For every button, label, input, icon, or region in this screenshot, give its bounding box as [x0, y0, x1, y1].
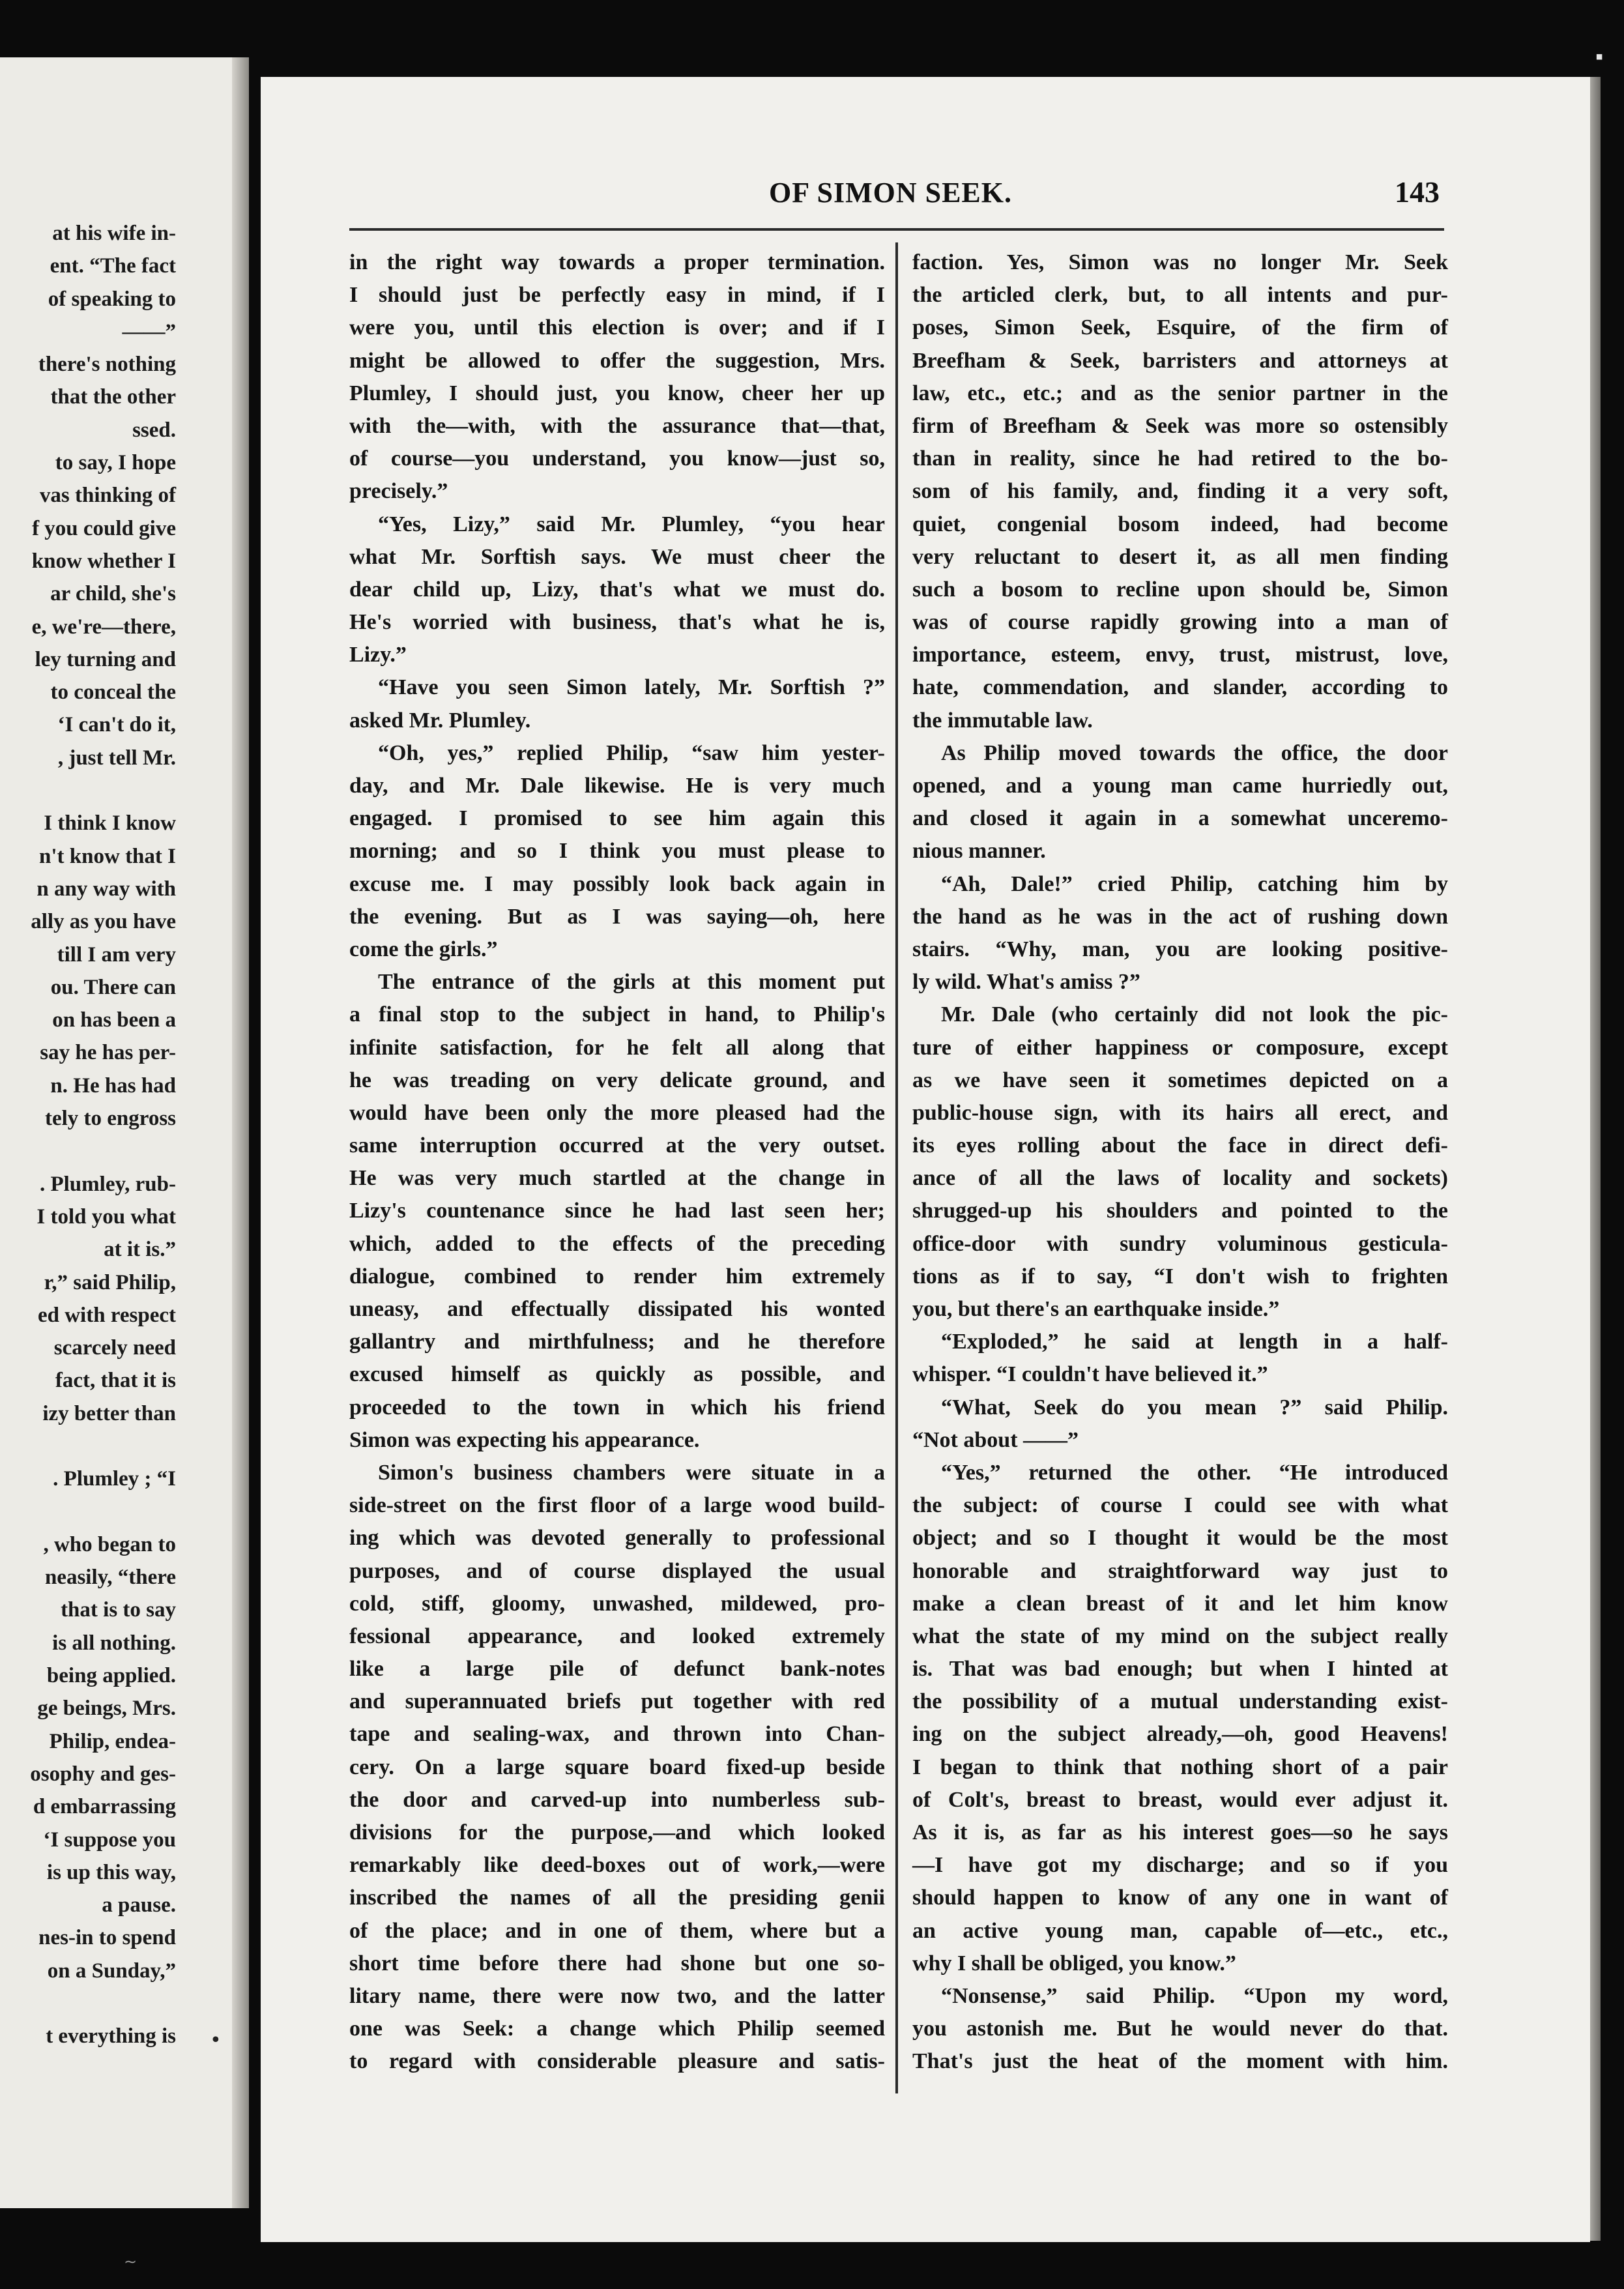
text-line: why I shall be obliged, you know.” — [912, 1951, 1236, 1976]
fragment-line: that the other — [50, 385, 176, 409]
text-line: faction. Yes, Simon was no longer Mr. Seek — [912, 250, 1448, 274]
text-line: stairs. “Why, man, you are looking positive- — [912, 937, 1448, 961]
text-line: cold, stiff, gloomy, unwashed, mildewed, pro- — [349, 1591, 885, 1616]
fragment-line: a pause. — [102, 1893, 176, 1917]
text-line: ing which was devoted generally to professional — [349, 1526, 885, 1551]
text-line: ly wild. What's amiss ?” — [912, 970, 1140, 995]
text-line: in the right way towards a proper termination. — [349, 250, 885, 274]
fragment-line: ‘I suppose you — [43, 1828, 176, 1852]
text-line: ance of all the laws of locality and sockets) — [912, 1166, 1448, 1191]
text-line: nious manner. — [912, 839, 1046, 864]
text-line: an active young man, capable of—etc., etc., — [912, 1918, 1448, 1943]
text-line: importance, esteem, envy, trust, mistrust, love, — [912, 643, 1448, 667]
text-line: proceeded to the town in which his friend — [349, 1395, 885, 1420]
text-line: such a bosom to recline upon should be, Simon — [912, 577, 1448, 602]
fragment-line: ——” — [122, 319, 176, 343]
fragment-line: fact, that it is — [55, 1369, 176, 1393]
text-line: the subject: of course I could see with what — [912, 1493, 1448, 1518]
text-column-right — [912, 246, 1448, 2078]
text-line: of course—you understand, you know—just so, — [349, 446, 885, 471]
text-line: ing on the subject already,—oh, good Heavens! — [912, 1722, 1448, 1747]
text-line: a final stop to the subject in hand, to Philip's — [349, 1002, 885, 1027]
fragment-line: scarcely need — [53, 1336, 176, 1360]
fragment-line: vas thinking of — [39, 484, 176, 508]
text-line: “Yes, Lizy,” said Mr. Plumley, “you hear — [378, 512, 885, 536]
text-line: Simon was expecting his appearance. — [349, 1427, 700, 1452]
fragment-line: on a Sunday,” — [47, 1959, 176, 1983]
fragment-line: ley turning and — [35, 647, 176, 671]
fragment-line: I told you what — [36, 1204, 176, 1229]
fragment-line: till I am very — [57, 942, 176, 967]
fragment-line: n any way with — [36, 877, 176, 901]
fragment-line: f you could give — [32, 516, 176, 540]
text-line: “Yes,” returned the other. “He introduced — [941, 1460, 1448, 1485]
text-line: Plumley, I should just, you know, cheer her up — [349, 381, 885, 405]
text-line: cery. On a large square board fixed-up beside — [349, 1755, 885, 1779]
text-column-left — [349, 246, 885, 2078]
text-line: object; and so I thought it would be the most — [912, 1526, 1448, 1551]
text-line: were you, until this election is over; and if I — [349, 315, 885, 340]
text-line: shrugged-up his shoulders and pointed to the — [912, 1199, 1448, 1223]
text-line: purposes, and of course displayed the usual — [349, 1558, 885, 1583]
fragment-line: izy better than — [42, 1401, 176, 1425]
text-line: firm of Breefham & Seek was more so ostensibly — [912, 413, 1448, 438]
text-line: excuse me. I may possibly look back again in — [349, 871, 885, 896]
text-line: the articled clerk, but, to all intents and pur- — [912, 283, 1448, 308]
text-line: opened, and a young man came hurriedly out, — [912, 774, 1448, 798]
fragment-line: e, we're—there, — [31, 615, 176, 639]
text-line: morning; and so I think you must please to — [349, 839, 885, 864]
text-line: what the state of my mind on the subject really — [912, 1624, 1448, 1648]
text-line: infinite satisfaction, for he felt all along that — [349, 1035, 885, 1060]
text-line: one was Seek: a change which Philip seemed — [349, 2017, 885, 2041]
text-line: honorable and straightforward way just to — [912, 1558, 1448, 1583]
fragment-line: d embarrassing — [33, 1795, 176, 1819]
text-line: to regard with considerable pleasure and satis- — [349, 2049, 885, 2074]
text-line: As Philip moved towards the office, the door — [941, 740, 1448, 765]
text-line: “Have you seen Simon lately, Mr. Sorftish ?” — [378, 675, 885, 700]
fragment-line: nes-in to spend — [38, 1926, 176, 1950]
text-line: tape and sealing-wax, and thrown into Chan- — [349, 1722, 885, 1747]
text-line: the immutable law. — [912, 708, 1093, 733]
fragment-line: ed with respect — [37, 1303, 176, 1327]
text-line: gallantry and mirthfulness; and he therefore — [349, 1330, 885, 1354]
text-line: come the girls.” — [349, 937, 498, 961]
text-line: you, but there's an earthquake inside.” — [912, 1297, 1280, 1321]
text-line: “Not about ——” — [912, 1427, 1079, 1452]
text-line: which, added to the effects of the preceding — [349, 1231, 885, 1256]
text-line: public-house sign, with its hairs all erect, and — [912, 1100, 1448, 1125]
column-divider — [895, 242, 898, 2093]
text-line: of Colt's, breast to breast, would ever adjust it. — [912, 1787, 1448, 1812]
fragment-line: , who began to — [43, 1532, 176, 1556]
text-line: “Ah, Dale!” cried Philip, catching him by — [941, 871, 1448, 896]
text-line: “Exploded,” he said at length in a half- — [941, 1330, 1448, 1354]
text-line: tions as if to say, “I don't wish to frighten — [912, 1264, 1448, 1289]
fragment-line — [0, 1430, 176, 1463]
text-line: the possibility of a mutual understanding exist- — [912, 1689, 1448, 1714]
text-line: —I have got my discharge; and so if you — [912, 1853, 1448, 1878]
fragment-line — [0, 1987, 176, 2020]
fragment-line — [0, 1496, 176, 1528]
text-line: As it is, as far as his interest goes—so he says — [912, 1820, 1448, 1844]
fragment-line: , just tell Mr. — [57, 746, 176, 770]
fragment-line: ‘I can't do it, — [57, 713, 176, 737]
text-line: side-street on the first floor of a large wood build- — [349, 1493, 885, 1518]
text-line: Breefham & Seek, barristers and attorneys at — [912, 348, 1448, 373]
corner-mark: ▪ — [1595, 44, 1604, 69]
text-line: as we have seen it sometimes depicted on a — [912, 1068, 1448, 1092]
fragment-line: is up this way, — [46, 1860, 176, 1884]
fragment-line: . Plumley ; “I — [53, 1467, 176, 1491]
text-line: remarkably like deed-boxes out of work,—were — [349, 1853, 885, 1878]
text-line: Simon's business chambers were situate in a — [378, 1460, 885, 1485]
left-page-text — [0, 217, 176, 2053]
book-gutter — [232, 57, 249, 2208]
text-line: should happen to know of any one in want of — [912, 1886, 1448, 1910]
text-line: might be allowed to offer the suggestion, Mrs. — [349, 348, 885, 373]
text-line: the hand as he was in the act of rushing down — [912, 904, 1448, 929]
text-line: asked Mr. Plumley. — [349, 708, 531, 733]
text-line: than in reality, since he had retired to the bo- — [912, 446, 1448, 471]
text-line: and superannuated briefs put together with red — [349, 1689, 885, 1714]
text-line: “Nonsense,” said Philip. “Upon my word, — [941, 1983, 1448, 2008]
text-line: excused himself as quickly as possible, and — [349, 1362, 885, 1387]
text-line: divisions for the purpose,—and which looked — [349, 1820, 885, 1844]
text-line: short time before there had shone but one so- — [349, 1951, 885, 1976]
fragment-line: being applied. — [46, 1664, 176, 1688]
fragment-line: at it is.” — [104, 1238, 176, 1262]
fragment-line: ssed. — [132, 418, 176, 442]
text-line: “Oh, yes,” replied Philip, “saw him yester- — [378, 740, 885, 765]
text-line: would have been only the more pleased had the — [349, 1100, 885, 1125]
text-line: Lizy's countenance since he had last seen her; — [349, 1199, 885, 1223]
page-number: 143 — [1395, 175, 1440, 209]
text-line: Lizy.” — [349, 643, 407, 667]
text-line: make a clean breast of it and let him know — [912, 1591, 1448, 1616]
text-line: hate, commendation, and slander, according to — [912, 675, 1448, 700]
text-line: of the place; and in one of them, where but a — [349, 1918, 885, 1943]
text-line: He's worried with business, that's what he is, — [349, 610, 885, 635]
fragment-line: ar child, she's — [50, 582, 176, 606]
fragment-line: to say, I hope — [55, 451, 176, 475]
fragment-line: say he has per- — [40, 1041, 176, 1065]
text-line: “What, Seek do you mean ?” said Philip. — [941, 1395, 1448, 1420]
text-line: som of his family, and, finding it a very soft, — [912, 479, 1448, 504]
text-line: dialogue, combined to render him extremely — [349, 1264, 885, 1289]
text-line: office-door with sundry voluminous gesticula- — [912, 1231, 1448, 1256]
text-line: its eyes rolling about the face in direct defi- — [912, 1133, 1448, 1158]
header-rule — [349, 228, 1444, 231]
text-line: poses, Simon Seek, Esquire, of the firm of — [912, 315, 1448, 340]
fragment-line: there's nothing — [38, 353, 176, 377]
text-line: whisper. “I couldn't have believed it.” — [912, 1362, 1268, 1387]
fragment-line: of speaking to — [48, 287, 176, 311]
text-line: I should just be perfectly easy in mind, if I — [349, 283, 885, 308]
fragment-line: ent. “The fact — [50, 254, 176, 278]
fragment-line: Philip, endea- — [49, 1729, 176, 1753]
fragment-line: n. He has had — [50, 1073, 176, 1098]
running-head-title: OF SIMON SEEK. — [769, 177, 1012, 209]
fragment-line: r,” said Philip, — [44, 1270, 176, 1294]
text-line: uneasy, and effectually dissipated his wonted — [349, 1297, 885, 1321]
fragment-line: is all nothing. — [52, 1631, 176, 1655]
text-line: and closed it again in a somewhat unceremo- — [912, 806, 1448, 831]
fragment-line: ou. There can — [50, 975, 176, 999]
fragment-line: ally as you have — [31, 910, 176, 934]
fragment-line: t everything is — [46, 2024, 176, 2048]
text-line: same interruption occurred at the very outset. — [349, 1133, 885, 1158]
fragment-line: to conceal the — [50, 680, 176, 705]
fragment-line: tely to engross — [44, 1107, 176, 1131]
fragment-line: know whether I — [31, 549, 176, 573]
text-line: the door and carved-up into numberless sub- — [349, 1787, 885, 1812]
text-line: with the—with, with the assurance that—that, — [349, 413, 885, 438]
fragment-line: that is to say — [61, 1598, 176, 1622]
fragment-line — [0, 1135, 176, 1167]
text-line: inscribed the names of all the presiding genii — [349, 1886, 885, 1910]
left-page-fragment — [0, 57, 249, 2208]
fragment-line: osophy and ges- — [30, 1762, 176, 1786]
fragment-line — [0, 774, 176, 807]
text-line: law, etc., etc.; and as the senior partner in the — [912, 381, 1448, 405]
footer-mark: ∼ — [124, 2253, 138, 2271]
fragment-line: n't know that I — [39, 844, 176, 868]
text-line: very reluctant to desert it, as all men finding — [912, 544, 1448, 569]
text-line: he was treading on very delicate ground, and — [349, 1068, 885, 1092]
text-line: precisely.” — [349, 479, 448, 504]
text-line: was of course rapidly growing into a man of — [912, 610, 1448, 635]
text-line: quiet, congenial bosom indeed, had become — [912, 512, 1448, 536]
text-line: He was very much startled at the change in — [349, 1166, 885, 1191]
text-line: what Mr. Sorftish says. We must cheer the — [349, 544, 885, 569]
text-line: you astonish me. But he would never do that. — [912, 2017, 1448, 2041]
fragment-line: I think I know — [44, 811, 176, 836]
text-line: I began to think that nothing short of a pair — [912, 1755, 1448, 1779]
text-line: day, and Mr. Dale likewise. He is very much — [349, 774, 885, 798]
text-line: That's just the heat of the moment with him. — [912, 2049, 1448, 2074]
text-line: Mr. Dale (who certainly did not look the pic- — [941, 1002, 1448, 1027]
margin-dot: • — [210, 2029, 222, 2052]
text-line: engaged. I promised to see him again this — [349, 806, 885, 831]
text-line: fessional appearance, and looked extremely — [349, 1624, 885, 1648]
text-line: The entrance of the girls at this moment put — [378, 970, 885, 995]
text-line: dear child up, Lizy, that's what we must do. — [349, 577, 885, 602]
fragment-line: neasily, “there — [44, 1566, 176, 1590]
page-edge — [1590, 77, 1601, 2241]
text-line: litary name, there were now two, and the latter — [349, 1983, 885, 2008]
text-line: the evening. But as I was saying—oh, here — [349, 904, 885, 929]
fragment-line: on has been a — [52, 1008, 176, 1032]
fragment-line: at his wife in- — [52, 222, 176, 245]
text-line: is. That was bad enough; but when I hinted at — [912, 1657, 1448, 1682]
fragment-line: ge beings, Mrs. — [37, 1697, 176, 1721]
text-line: ture of either happiness or composure, except — [912, 1035, 1448, 1060]
fragment-line: . Plumley, rub- — [39, 1172, 176, 1196]
text-line: like a large pile of defunct bank-notes — [349, 1657, 885, 1682]
